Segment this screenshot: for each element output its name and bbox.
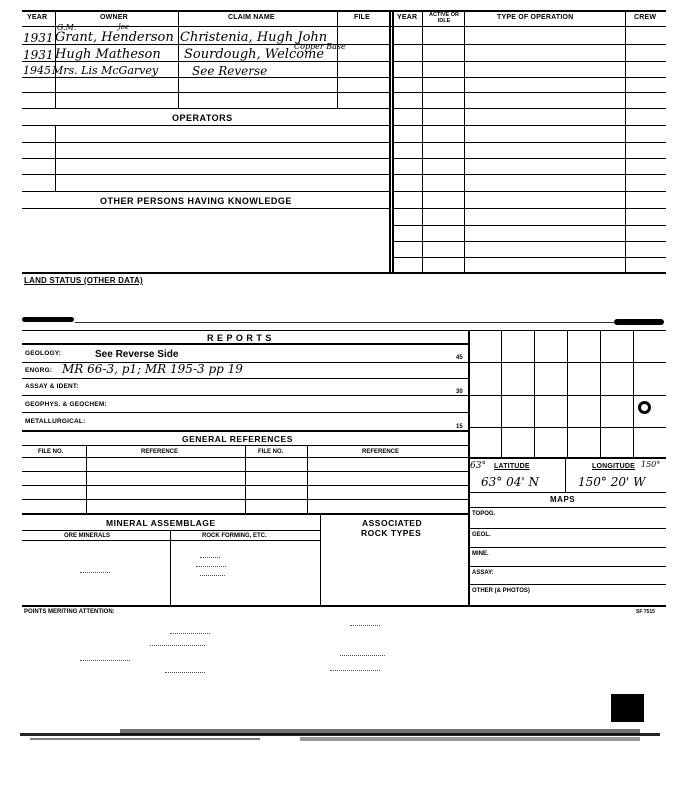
mine-label: MINE. xyxy=(472,551,489,557)
margin-15: 15 xyxy=(456,424,463,430)
general-references-title: GENERAL REFERENCES xyxy=(182,434,293,444)
engrg-label: ENGRG: xyxy=(25,367,53,374)
reference-header-2: REFERENCE xyxy=(362,449,400,455)
geology-label: GEOLOGY: xyxy=(25,350,62,357)
other-photos-label: OTHER (& PHOTOS) xyxy=(472,588,530,594)
assay-ident-label: ASSAY & IDENT: xyxy=(25,383,79,390)
row-3-owner: Mrs. Lis McGarvey xyxy=(52,64,159,77)
maps-label: MAPS xyxy=(550,495,576,504)
black-square xyxy=(611,694,644,722)
latitude-label: LATITUDE xyxy=(494,463,530,470)
land-status-label: LAND STATUS (OTHER DATA) xyxy=(24,276,143,285)
row-2-claim: Sourdough, Welcome xyxy=(184,47,325,62)
smudge-left xyxy=(22,317,74,322)
longitude-value: 150° 20' W xyxy=(578,475,646,489)
file-no-header-1: FILE NO. xyxy=(38,449,64,455)
geophys-label: GEOPHYS. & GEOCHEM: xyxy=(25,401,107,408)
row-3-year: 1945 xyxy=(23,64,51,77)
row-3-claim: See Reverse xyxy=(192,64,268,78)
col-file: FILE xyxy=(354,14,370,21)
lon-suffix: 150° xyxy=(641,460,661,469)
target-circle-icon xyxy=(638,401,651,414)
other-persons-label: OTHER PERSONS HAVING KNOWLEDGE xyxy=(100,196,292,206)
row-2-owner: Hugh Matheson xyxy=(55,47,161,62)
col-type-of-operation: TYPE OF OPERATION xyxy=(497,14,574,21)
mineral-assemblage-title: MINERAL ASSEMBLAGE xyxy=(106,518,216,528)
file-no-header-2: FILE NO. xyxy=(258,449,284,455)
row-1-claim: Christenia, Hugh John xyxy=(180,30,328,45)
col-active-or-idle: ACTIVE OR IDLE xyxy=(429,12,459,24)
rock-forming-label: ROCK FORMING, ETC. xyxy=(202,533,267,539)
col-claim-name: CLAIM NAME xyxy=(228,14,275,21)
reports-title: R E P O R T S xyxy=(207,333,272,343)
associated-label: ASSOCIATED xyxy=(362,518,423,528)
row-1-claim-note: Joe xyxy=(118,23,130,31)
margin-30: 30 xyxy=(456,389,463,395)
topog-label: TOPOG. xyxy=(472,511,496,517)
latitude-value: 63° 04' N xyxy=(481,475,539,489)
row-2-year: 1931 xyxy=(23,48,54,62)
reference-header-1: REFERENCE xyxy=(141,449,179,455)
col-year-2: YEAR xyxy=(397,14,418,21)
longitude-label: LONGITUDE xyxy=(592,463,636,470)
lat-prefix: 63° xyxy=(470,461,486,471)
engrg-value: MR 66-3, p1; MR 195-3 pp 19 xyxy=(62,362,243,376)
rock-types-label: ROCK TYPES xyxy=(361,528,422,538)
points-meriting-attention-label: POINTS MERITING ATTENTION: xyxy=(24,609,115,615)
ore-minerals-label: ORE MINERALS xyxy=(64,533,111,539)
geology-value: See Reverse Side xyxy=(95,349,179,360)
form-number: SF 7515 xyxy=(636,609,655,615)
geol-label: GEOL. xyxy=(472,532,491,538)
metallurgical-label: METALLURGICAL: xyxy=(25,418,86,425)
col-year: YEAR xyxy=(27,14,48,21)
row-1-year: 1931 xyxy=(23,31,54,45)
operators-label: OPERATORS xyxy=(172,113,233,123)
row-2-claim-note: Copper Base xyxy=(294,42,346,51)
col-owner: OWNER xyxy=(100,14,128,21)
assay-label: ASSAY: xyxy=(472,570,494,576)
smudge-right xyxy=(614,319,664,325)
row-1-owner-note: G.M. xyxy=(57,23,77,32)
row-1-owner: Grant, Henderson xyxy=(55,30,174,45)
margin-45: 45 xyxy=(456,355,463,361)
col-crew: CREW xyxy=(634,14,657,21)
